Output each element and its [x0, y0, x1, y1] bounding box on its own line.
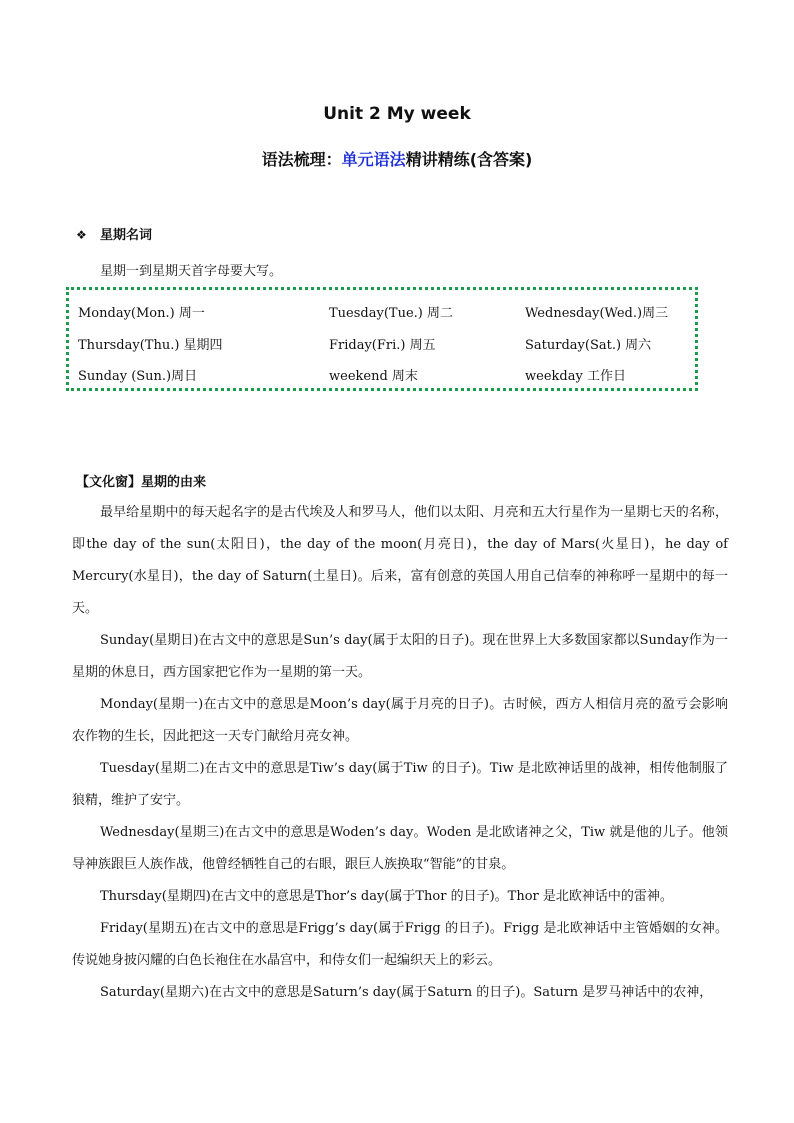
paragraph-sunday: Sunday(星期日)在古文中的意思是Sun’s day(属于太阳的日子)。现在世界上大多数国家都以Sunday作为一星期的休息日，西方国家把它作为一星期的第一天。	[72, 633, 728, 680]
section-heading-label: 星期名词	[100, 228, 153, 243]
vocab-thursday: Thursday(Thu.) 星期四	[78, 338, 223, 353]
vocab-monday: Monday(Mon.) 周一	[78, 306, 205, 321]
culture-body	[72, 497, 728, 1009]
section-heading	[76, 224, 152, 243]
paragraph-saturday: Saturday(星期六)在古文中的意思是Saturn’s day(属于Saturn 的日子)。Saturn 是罗马神话中的农神，	[100, 985, 713, 1000]
subtitle-highlight: 单元语法	[341, 150, 406, 169]
subtitle-part3: 精讲精练(含答案)	[405, 150, 533, 169]
vocab-sunday: Sunday (Sun.)周日	[78, 369, 198, 384]
vocab-wednesday: Wednesday(Wed.)周三	[525, 306, 669, 321]
paragraph-wednesday: Wednesday(星期三)在古文中的意思是Woden’s day。Woden 是北欧诸神之父，Tiw 就是他的儿子。他领导神族跟巨人族作战，他曾经牺牲自己的右眼，跟巨人族换取“智能”的甘泉。	[72, 825, 728, 872]
vocab-saturday: Saturday(Sat.) 周六	[525, 338, 652, 353]
weekday-vocabulary-box	[66, 287, 698, 391]
diamond-bullet-icon: ❖	[76, 228, 87, 242]
subtitle-part1: 语法梳理：	[261, 150, 342, 169]
paragraph-origin: 最早给星期中的每天起名字的是古代埃及人和罗马人，他们以太阳、月亮和五大行星作为一星期七天的名称，即the day of the sun(太阳日)，the day of the moon(月亮日)，the day of Mars(火星日)，he day of Mercury(水星日)，the day of Saturn(土星日)。后来，富有创意的英国人用自己信奉的神称呼一星期中的每一天。	[72, 505, 728, 616]
vocab-friday: Friday(Fri.) 周五	[329, 338, 436, 353]
page-title: Unit 2 My week	[323, 104, 471, 124]
page-subtitle	[0, 147, 794, 170]
paragraph-tuesday: Tuesday(星期二)在古文中的意思是Tiw’s day(属于Tiw 的日子)。Tiw 是北欧神话里的战神，相传他制服了狼精，维护了安宁。	[72, 761, 728, 808]
paragraph-monday: Monday(星期一)在古文中的意思是Moon’s day(属于月亮的日子)。古时候，西方人相信月亮的盈亏会影响农作物的生长，因此把这一天专门献给月亮女神。	[72, 697, 728, 744]
vocab-weekday: weekday 工作日	[525, 369, 626, 384]
capitalization-rule: 星期一到星期天首字母要大写。	[100, 264, 283, 279]
vocab-weekend: weekend 周末	[329, 369, 418, 384]
vocab-tuesday: Tuesday(Tue.) 周二	[329, 306, 453, 321]
paragraph-thursday: Thursday(星期四)在古文中的意思是Thor’s day(属于Thor 的日子)。Thor 是北欧神话中的雷神。	[100, 889, 673, 904]
paragraph-friday: Friday(星期五)在古文中的意思是Frigg’s day(属于Frigg 的日子)。Frigg 是北欧神话中主管婚姻的女神。传说她身披闪耀的白色长袍住在水晶宫中，和侍女们一起编织天上的彩云。	[72, 921, 728, 968]
culture-heading: 【文化窗】星期的由来	[76, 475, 207, 490]
